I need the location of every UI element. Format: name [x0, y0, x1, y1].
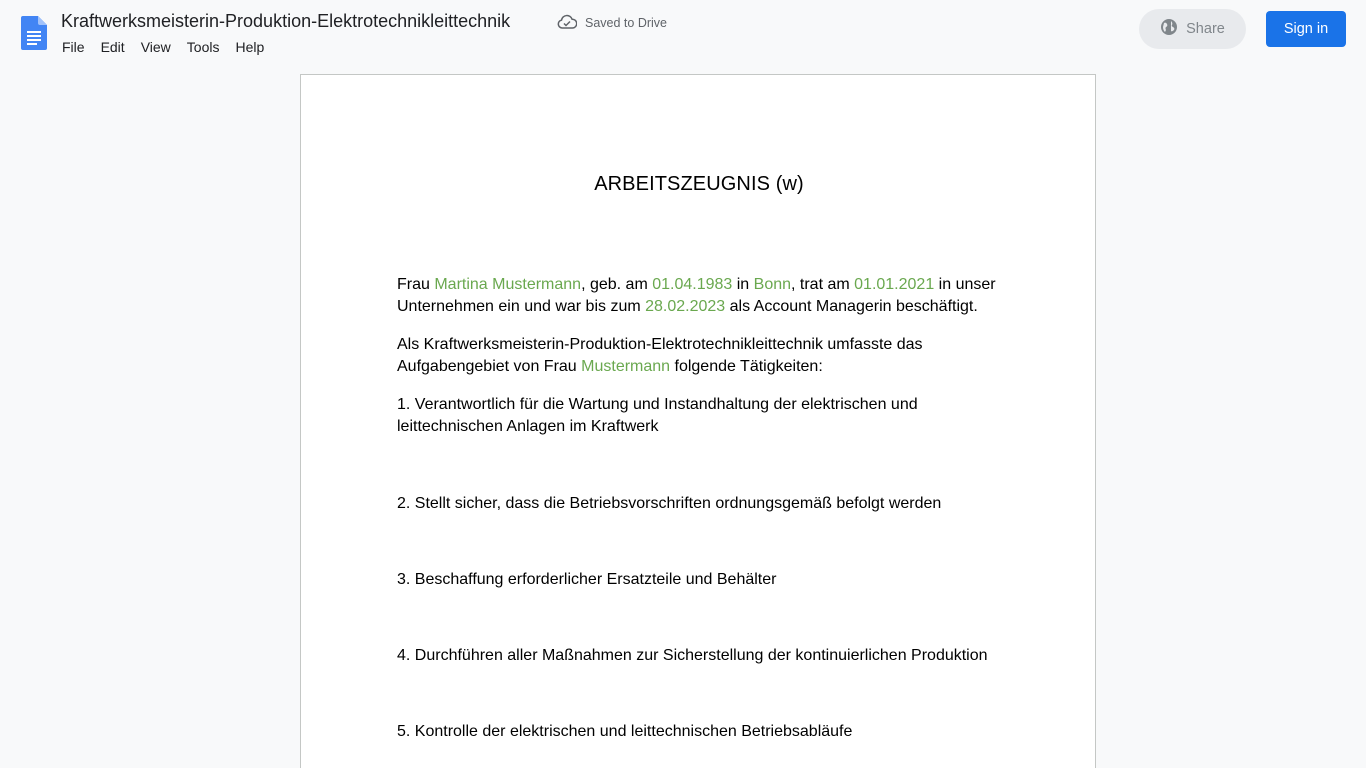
menu-edit[interactable]: Edit: [100, 39, 125, 55]
document-heading: ARBEITSZEUGNIS (w): [594, 173, 804, 195]
text-span: Frau: [397, 276, 435, 293]
text-span: als Account Managerin beschäftigt.: [725, 298, 978, 315]
document-title[interactable]: Kraftwerksmeisterin-Produktion-Elektrotechnikleittechnik: [61, 11, 511, 31]
menu-view[interactable]: View: [140, 39, 171, 55]
sign-in-button[interactable]: Sign in: [1266, 11, 1346, 47]
text-span: , trat am: [791, 276, 855, 293]
text-span: Als Kraftwerksmeisterin-Produktion-Elektrotechnikleittechnik umfasste das Aufgabengebiet von Frau: [397, 336, 923, 375]
birth-date: 01.04.1983: [652, 276, 733, 293]
document-page[interactable]: [300, 74, 1096, 768]
menu-file[interactable]: File: [62, 39, 85, 55]
text-span: , geb. am: [581, 276, 653, 293]
share-button-label: Share: [1186, 21, 1225, 37]
google-docs-icon[interactable]: [21, 16, 47, 50]
save-status-label: Saved to Drive: [585, 16, 667, 30]
text-span: folgende Tätigkeiten:: [670, 358, 823, 375]
task-item: 3. Beschaffung erforderlicher Ersatzteile und Behälter: [397, 571, 777, 588]
share-button[interactable]: [1139, 9, 1246, 49]
employee-surname: Mustermann: [581, 358, 671, 375]
menu-tools[interactable]: Tools: [186, 39, 220, 55]
end-date: 28.02.2023: [645, 298, 726, 315]
employee-name: Martina Mustermann: [434, 276, 582, 293]
task-item: 5. Kontrolle der elektrischen und leittechnischen Betriebsabläufe: [397, 723, 853, 740]
save-status[interactable]: [557, 13, 667, 33]
task-item: 4. Durchführen aller Maßnahmen zur Sicherstellung der kontinuierlichen Produktion: [397, 647, 988, 664]
menu-help[interactable]: Help: [235, 39, 265, 55]
text-span: in: [732, 276, 754, 293]
task-item: 1. Verantwortlich für die Wartung und Instandhaltung der elektrischen und leittechnischen Anlagen im Kraftwerk: [397, 396, 918, 435]
text-span: in unser Unternehmen ein und war bis zum: [397, 276, 996, 315]
duties-intro-paragraph: [397, 334, 1007, 378]
globe-icon: [1160, 18, 1178, 40]
app-header: [0, 0, 1366, 64]
birth-city: Bonn: [753, 276, 792, 293]
cloud-done-icon: [557, 14, 577, 33]
menu-bar: [54, 36, 272, 58]
intro-paragraph: [397, 274, 1007, 318]
task-item: 2. Stellt sicher, dass die Betriebsvorschriften ordnungsgemäß befolgt werden: [397, 495, 942, 512]
start-date: 01.01.2021: [854, 276, 935, 293]
